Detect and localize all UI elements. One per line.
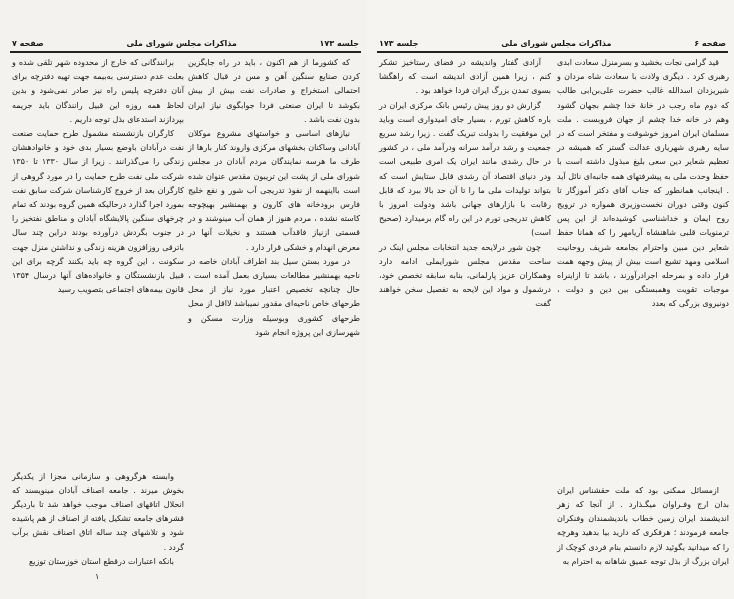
paragraph: چون شور درلایحه جدید انتخابات مجلس اینک در ساحت مقدس مجلس شورایملی ادامه دارد وهمکاران عزیز پارلمانی، بنابه سابقه تخصص خود، درشمول و مواد این لایحه به تفصیل سخن خواهند گفت [379, 242, 551, 309]
paragraph: که کشورما از هم اکنون ، باید در راه جایگزین کردن صنایع سنگین آهن و مس در قبال کاهش احتمالی استخراج و صادرات نفت بیش از بیش بکوشد تا ایران صنعتی فردا جوابگوی نیاز ایران بدون نفت باشد . [188, 58, 360, 124]
text-column-left [12, 56, 184, 569]
running-title: مذاکرات مجلس شورای ملی [501, 38, 612, 48]
session-number: جلسه ۱۷۳ [319, 38, 359, 48]
column-top-text [557, 56, 729, 312]
paragraph: در مورد بستن سیل بند اطراف آبادان خاصه در ناحیه بهمنشیر مطالعات بسیاری بعمل آمده است ، حال چنانچه تخصیص اعتبار مورد نیاز از محل طرحهای خاص ناحیه‌ای مقدور نمیباشد لااقل از محل طرحهای کشوری وبوسیله وزارت مسکن و شهرسازی این پروژه انجام شود [188, 256, 360, 337]
column-top-text [12, 56, 184, 297]
paragraph: کارگران بازنشسته مشمول طرح حمایت صنعت نفت درآبادان باوضع بسیار بدی خود و خانوادهشان زندگی را می‌گذرانند . زیرا از سال ۱۳۳۰ تا ۱۳۵۰ شرکت ملی نفت طرح حمایت را در مورد گروهی از کارگران بعد از خروج کارشناسان شرکت سابق نفت بمورد اجرا گذارد درحالیکه همین گروه بودند که تمام چرخهای سنگین پالایشگاه آبادان و مناطق نفتخیز را در جنوب بگردش درآورده بودند دراین چند سال باترقی روزافزون هزینه زندگی و نداشتن منزل جهت سکونت ، این گروه چه باید بکنند گرچه برای این قبیل بازنشستگان و خانواده‌های آنها درسال ۱۳۵۴ قانون بیمه‌های اجتماعی بتصویب رسید [12, 129, 185, 295]
text-column-left [379, 56, 551, 569]
page-number: صفحه ۷ [12, 38, 44, 48]
column-bottom-text [557, 484, 729, 569]
column-bottom-text [12, 470, 184, 569]
paragraph: گزارش دو روز پیش رئیس بانک مرکزی ایران در باره کاهش تورم ، بسیار جای امیدواری است وباید این موفقیت را بدولت تبریک گفت . زیرا رشد سریع جمعیت و رشد درآمد سرانه ودرآمد ملی ، در کشور در حال رشدی مانند ایران یک امری طبیعی است ودر دنیای اقتصاد آن رشدی قابل ستایش است که بتواند تولیدات ملی ما را تا آن حد بالا ببرد که قابل رقابت با بازارهای جهانی باشد ودولت امروز با کاهش تدریجی تورم در این راه گام برمیدارد (صحیح است) [379, 100, 551, 238]
session-number: جلسه ۱۷۳ [379, 38, 419, 48]
footnote-mark: ۱ [95, 572, 100, 581]
paragraph: ازمسائل ممکنی بود که ملت حقشناس ایران بدان ارج وفـراوان میگـذارد . از آنجا که زهر اندیشمند ایران زمین خطاب باندیشمندان وفنکران جامعه فرمودند ؛ هرفکری که دارید بیا بدهید وهرچه را که میدانید بگوئید لازم دانستم بنام فردی کوچک از ایران بزرگ از بذل توجه عمیق شاهانه به احترام به [557, 485, 729, 566]
page-6 [367, 0, 734, 599]
header-rule [10, 51, 361, 53]
paragraph: وابسته هرگروهی و سازمانی مجزا از یکدیگر بخوش میرند . جامعه اصناف آبادان مینویسند که انحلال اتاقهای اصناف موجب خواهد شد تا باردیگر قشرهای جامعه تشکیل یافته از اصناف از هم پاشیده شود و تلاشهای چند ساله اتاق اصناف نقش برآب گردد . [12, 471, 184, 552]
column-top-text [379, 56, 551, 312]
paragraph: آزادی گفتار واندیشه در فضای رستاخیز تشکر کنم ، زیرا همین آزادی اندیشه است که راهگشا بسوی تمدن بزرگ ایران فردا خواهد بود . [379, 58, 551, 96]
page-header [12, 36, 359, 50]
text-column-right [557, 56, 729, 569]
header-rule [377, 51, 728, 53]
paragraph: قید گرامی نجات بخشید و بسرمنزل سعادت ابدی رهبری کرد . دیگری ولادت با سعادت شاه مردان و شیریزدان اسدالله غالب حضرت علی‌بن‌ابی طالب که دوم ماه رجب در خانهٔ خدا چشم بجهان گشود وهم در خانه خدا چشم از جهان فروبست . ملت مسلمان ایران امروز خوشوقت و مفتخر است که در سایه رهبری شهریاری عدالت گستر که همیشه در تعظیم شعایر دین سعی بلیغ مبذول داشته است با حفظ وحدت ملی به پیشرفتهای همه جانبه‌ای نائل آید . اینجانب همانطور که جناب آقای دکتر آموزگار تا کنون وقتی دوران نخست‌وزیری همواره در ترویج روح ایمان و خداشناسی کوشیده‌اند از این پس ترمنویات قلبی شاهنشاه آریامهر را که همانا حفظ شعایر دین مبین واحترام بجامعه شریف روحانیت اسلامی ومهد تشیع است بیش از پیش وجهه همت قرار داده و بمرحله اجرادرآورند ، باشد تا ازاینراه موجبات تقویت وهمبستگی بین دین و دولت ، دونیروی بزرگی که بعدد [557, 58, 729, 309]
column-top-text [188, 56, 360, 340]
page-number: صفحه ۶ [694, 38, 726, 48]
paragraph: برانندگانی که خارج از محدوده شهر تلقی شده و بعلت عدم دسترسی به‌بیمه جهت تهیه دفترچه برای آنان دفترچه پلیس راه نیز صادر نمی‌شود و بدین لحاظ همه روزه این قبیل رانندگان باید جریمه بپردازند استدعای بذل توجه داریم . [12, 58, 184, 124]
text-column-right [188, 56, 360, 569]
paragraph: نیازهای اساسی و خواستهای مشروع موکلان آبادانی وساکنان بخشهای مرکزی واروند کنار بارها از طرف ما هرسه نمایندگان مردم آبادان در مجلس شورای ملی از پشت این تریبون مقدس عنوان شده است بااینهمه از نفوذ تدریجی آب شور و نفع خلیج فارس برودخانه های کارون و بهمنشیر بهیچوجه کاسته نشده ، مردم هنوز از همان آب مینوشند و در قسمتی ازنیاز فاقدآب هستند و نخیلات آنها در معرض انهدام و خشکی قرار دارد . [188, 129, 360, 252]
running-title: مذاکرات مجلس شورای ملی [126, 38, 237, 48]
paragraph: بانکه اعتبارات درقطع استان خوزستان توزیع [29, 556, 174, 566]
page-header [379, 36, 726, 50]
